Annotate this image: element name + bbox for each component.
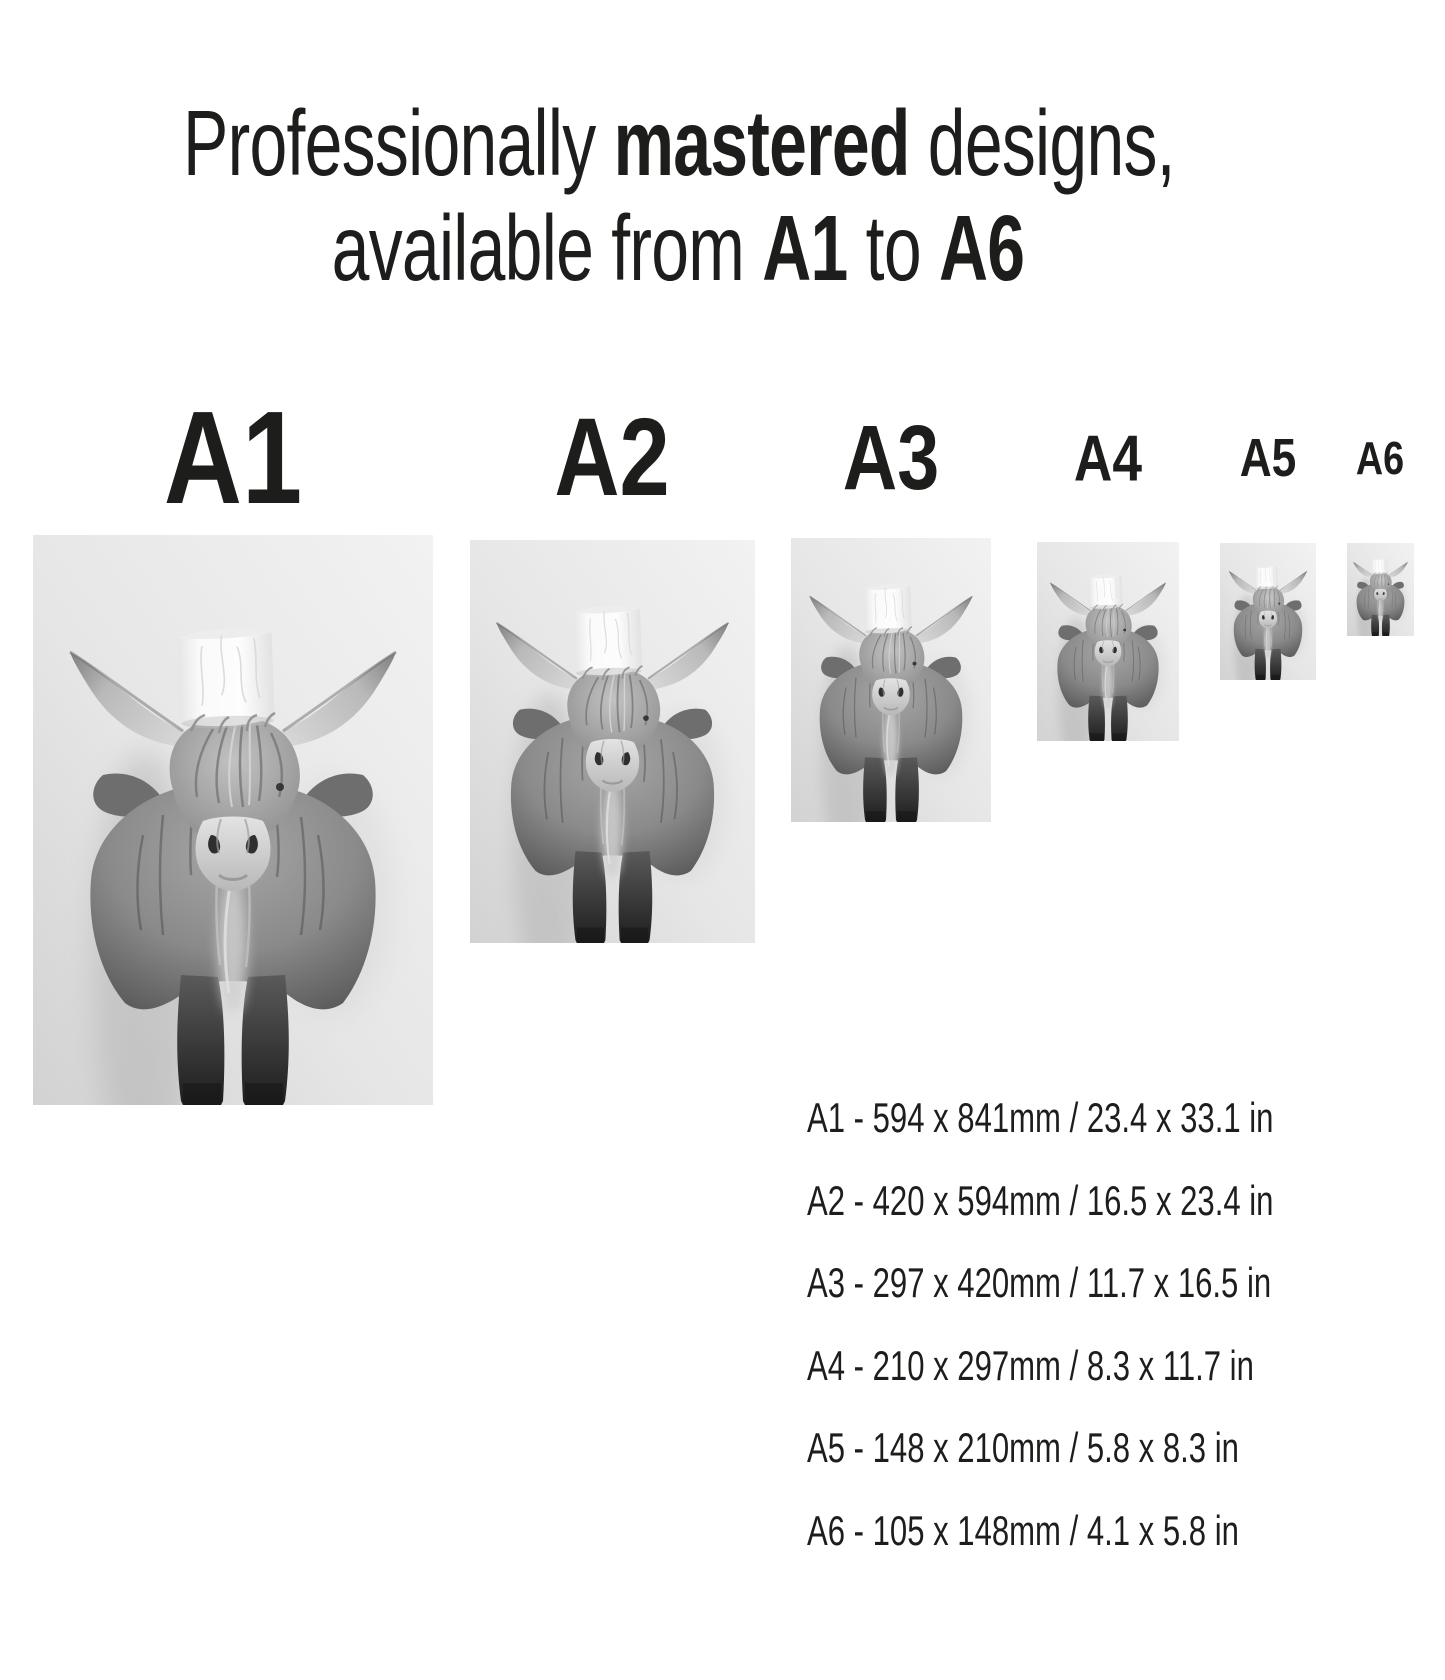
poster-a1: [33, 535, 433, 1105]
size-spec-a1: A1 - 594 x 841mm / 23.4 x 33.1 in: [807, 1094, 1274, 1141]
poster-a3: [791, 538, 991, 822]
size-spec-a4: A4 - 210 x 297mm / 8.3 x 11.7 in: [807, 1341, 1254, 1389]
size-label-a2: A2: [554, 396, 670, 519]
highland-cow-artwork: [1037, 542, 1179, 741]
highland-cow-artwork: [1347, 543, 1414, 636]
size-label-a1: A1: [163, 384, 303, 531]
size-spec-a6: A6 - 105 x 148mm / 4.1 x 5.8 in: [807, 1506, 1239, 1554]
size-spec-a5: A5 - 148 x 210mm / 5.8 x 8.3 in: [807, 1424, 1239, 1471]
headline-line-2: [183, 196, 1173, 301]
headline-bold-a6: A6: [938, 196, 1025, 300]
size-spec-list: [807, 1077, 1437, 1572]
poster-a4: [1037, 542, 1179, 741]
highland-cow-artwork: [791, 538, 991, 822]
poster-a5: [1220, 543, 1316, 680]
headline-text: to: [847, 196, 939, 300]
headline: [0, 91, 1356, 301]
poster-a6: [1347, 543, 1414, 636]
highland-cow-artwork: [470, 540, 755, 943]
size-spec-a2: A2 - 420 x 594mm / 16.5 x 23.4 in: [807, 1176, 1274, 1224]
headline-bold-mastered: mastered: [613, 91, 910, 195]
size-label-a3: A3: [842, 407, 940, 509]
headline-line-1: [183, 91, 1173, 196]
headline-text: designs,: [909, 91, 1175, 195]
headline-text: Professionally: [183, 91, 614, 195]
highland-cow-artwork: [1220, 543, 1316, 680]
highland-cow-artwork: [33, 535, 433, 1105]
size-spec-a3: A3 - 297 x 420mm / 11.7 x 16.5 in: [807, 1259, 1272, 1306]
size-label-a5: A5: [1239, 428, 1297, 488]
headline-text: available from: [331, 196, 763, 300]
size-label-a6: A6: [1355, 432, 1405, 484]
headline-bold-a1: A1: [762, 196, 848, 300]
size-label-a4: A4: [1073, 421, 1143, 495]
poster-a2: [470, 540, 755, 943]
